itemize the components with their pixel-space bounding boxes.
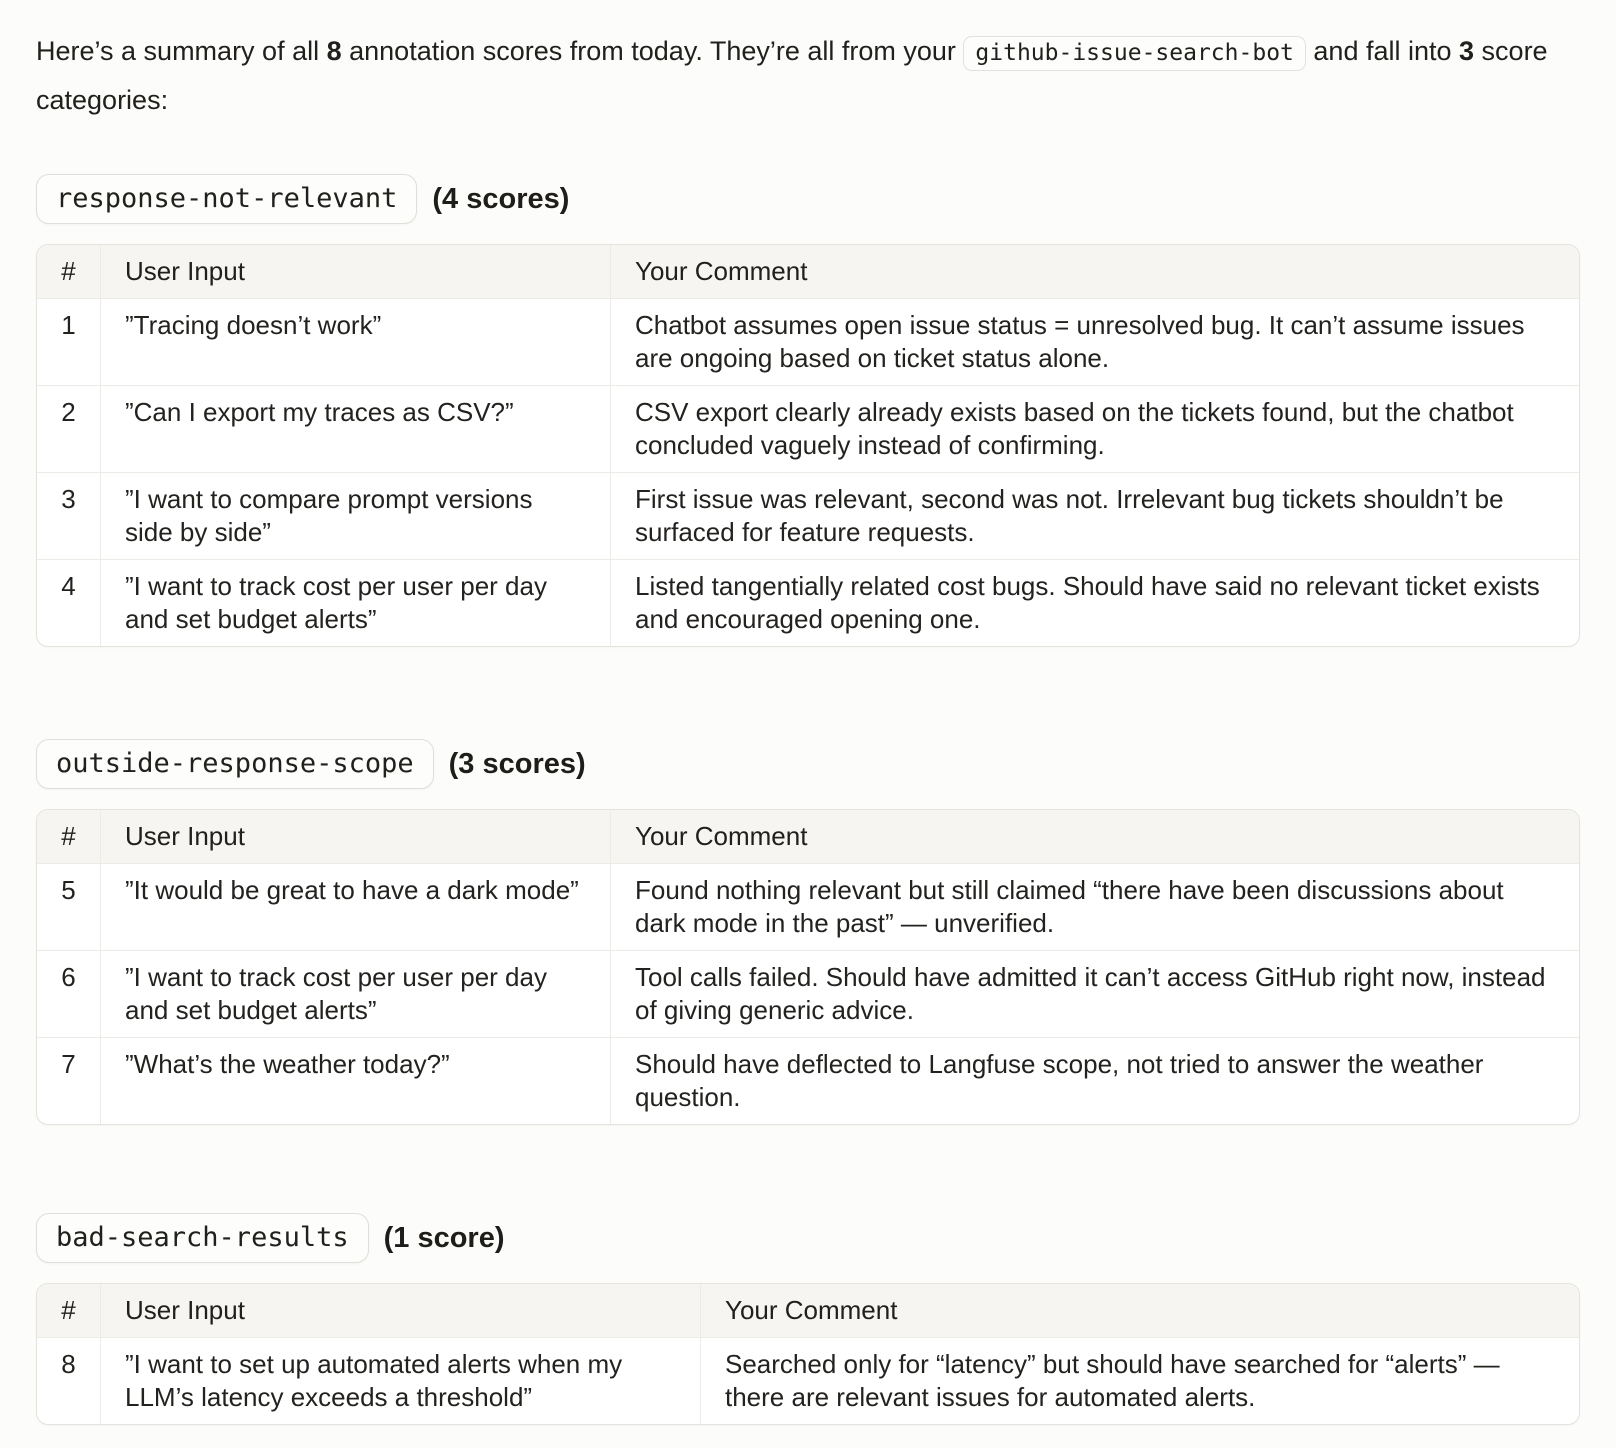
column-header-your-comment: Your Comment xyxy=(611,810,1579,864)
row-number: 7 xyxy=(37,1038,101,1124)
user-input-cell: ”I want to set up automated alerts when my LLM’s latency exceeds a threshold” xyxy=(101,1338,701,1424)
score-count-label: (1 score) xyxy=(383,1221,505,1254)
user-input-cell: ”I want to track cost per user per day and set budget alerts” xyxy=(101,951,611,1038)
column-header-number: # xyxy=(37,1284,101,1338)
intro-paragraph xyxy=(36,28,1580,124)
column-header-number: # xyxy=(37,810,101,864)
comment-cell: Listed tangentially related cost bugs. Should have said no relevant ticket exists and encouraged opening one. xyxy=(635,571,1540,634)
table-row xyxy=(37,386,1579,473)
bot-name-code-badge: github-issue-search-bot xyxy=(963,36,1306,71)
section-heading-bad-search-results xyxy=(36,1213,1580,1263)
section-heading-response-not-relevant xyxy=(36,174,1580,224)
table-row xyxy=(37,1338,1579,1424)
table-header-row xyxy=(37,810,1579,864)
intro-text: score categories: xyxy=(36,36,1548,115)
comment-cell: Tool calls failed. Should have admitted it can’t access GitHub right now, instead of giving generic advice. xyxy=(611,951,1579,1038)
table-row xyxy=(37,299,1579,386)
intro-text: annotation scores from today. They’re all from your xyxy=(341,36,964,66)
column-header-your-comment: Your Comment xyxy=(611,245,1579,299)
table-header-row xyxy=(37,245,1579,299)
column-header-your-comment: Your Comment xyxy=(701,1284,1579,1338)
scores-table-bad-search-results xyxy=(36,1283,1580,1425)
score-count-label: (4 scores) xyxy=(432,182,570,215)
row-number: 3 xyxy=(37,473,101,560)
comment-cell: Searched only for “latency” but should have searched for “alerts” — there are relevant issues for automated alerts. xyxy=(725,1349,1500,1412)
row-number: 4 xyxy=(37,560,101,646)
category-count: 3 xyxy=(1459,36,1475,66)
user-input-cell: ”I want to compare prompt versions side by side” xyxy=(101,473,611,560)
comment-cell: Found nothing relevant but still claimed “there have been discussions about dark mode in the past” — unverified. xyxy=(611,864,1579,951)
table-header-row xyxy=(37,1284,1579,1338)
row-number: 8 xyxy=(37,1338,101,1424)
user-input-cell: ”I want to track cost per user per day and set budget alerts” xyxy=(101,560,611,646)
table-row xyxy=(37,951,1579,1038)
column-header-user-input: User Input xyxy=(101,1284,701,1338)
table-row xyxy=(37,1038,1579,1124)
row-number: 1 xyxy=(37,299,101,386)
scores-table-outside-response-scope xyxy=(36,809,1580,1125)
row-number: 6 xyxy=(37,951,101,1038)
column-header-number: # xyxy=(37,245,101,299)
score-category-badge: outside-response-scope xyxy=(36,739,434,789)
score-category-badge: bad-search-results xyxy=(36,1213,369,1263)
column-header-user-input: User Input xyxy=(101,245,611,299)
scores-table-response-not-relevant xyxy=(36,244,1580,647)
row-number: 2 xyxy=(37,386,101,473)
intro-text: Here’s a summary of all xyxy=(36,36,327,66)
comment-cell: CSV export clearly already exists based on the tickets found, but the chatbot concluded vaguely instead of confirming. xyxy=(611,386,1579,473)
table-row xyxy=(37,473,1579,560)
column-header-user-input: User Input xyxy=(101,810,611,864)
comment-cell: Chatbot assumes open issue status = unresolved bug. It can’t assume issues are ongoing based on ticket status alone. xyxy=(611,299,1579,386)
comment-cell: First issue was relevant, second was not. Irrelevant bug tickets shouldn’t be surfaced for feature requests. xyxy=(611,473,1579,560)
score-count-label: (3 scores) xyxy=(448,747,586,780)
comment-cell: Should have deflected to Langfuse scope, not tried to answer the weather question. xyxy=(635,1049,1484,1112)
section-heading-outside-response-scope xyxy=(36,739,1580,789)
table-row xyxy=(37,864,1579,951)
user-input-cell: ”What’s the weather today?” xyxy=(101,1038,611,1124)
row-number: 5 xyxy=(37,864,101,951)
table-row xyxy=(37,560,1579,646)
score-category-badge: response-not-relevant xyxy=(36,174,417,224)
intro-text: and fall into xyxy=(1305,36,1460,66)
total-score-count: 8 xyxy=(326,36,342,66)
user-input-cell: ”It would be great to have a dark mode” xyxy=(101,864,611,951)
user-input-cell: ”Can I export my traces as CSV?” xyxy=(101,386,611,473)
user-input-cell: ”Tracing doesn’t work” xyxy=(101,299,611,386)
